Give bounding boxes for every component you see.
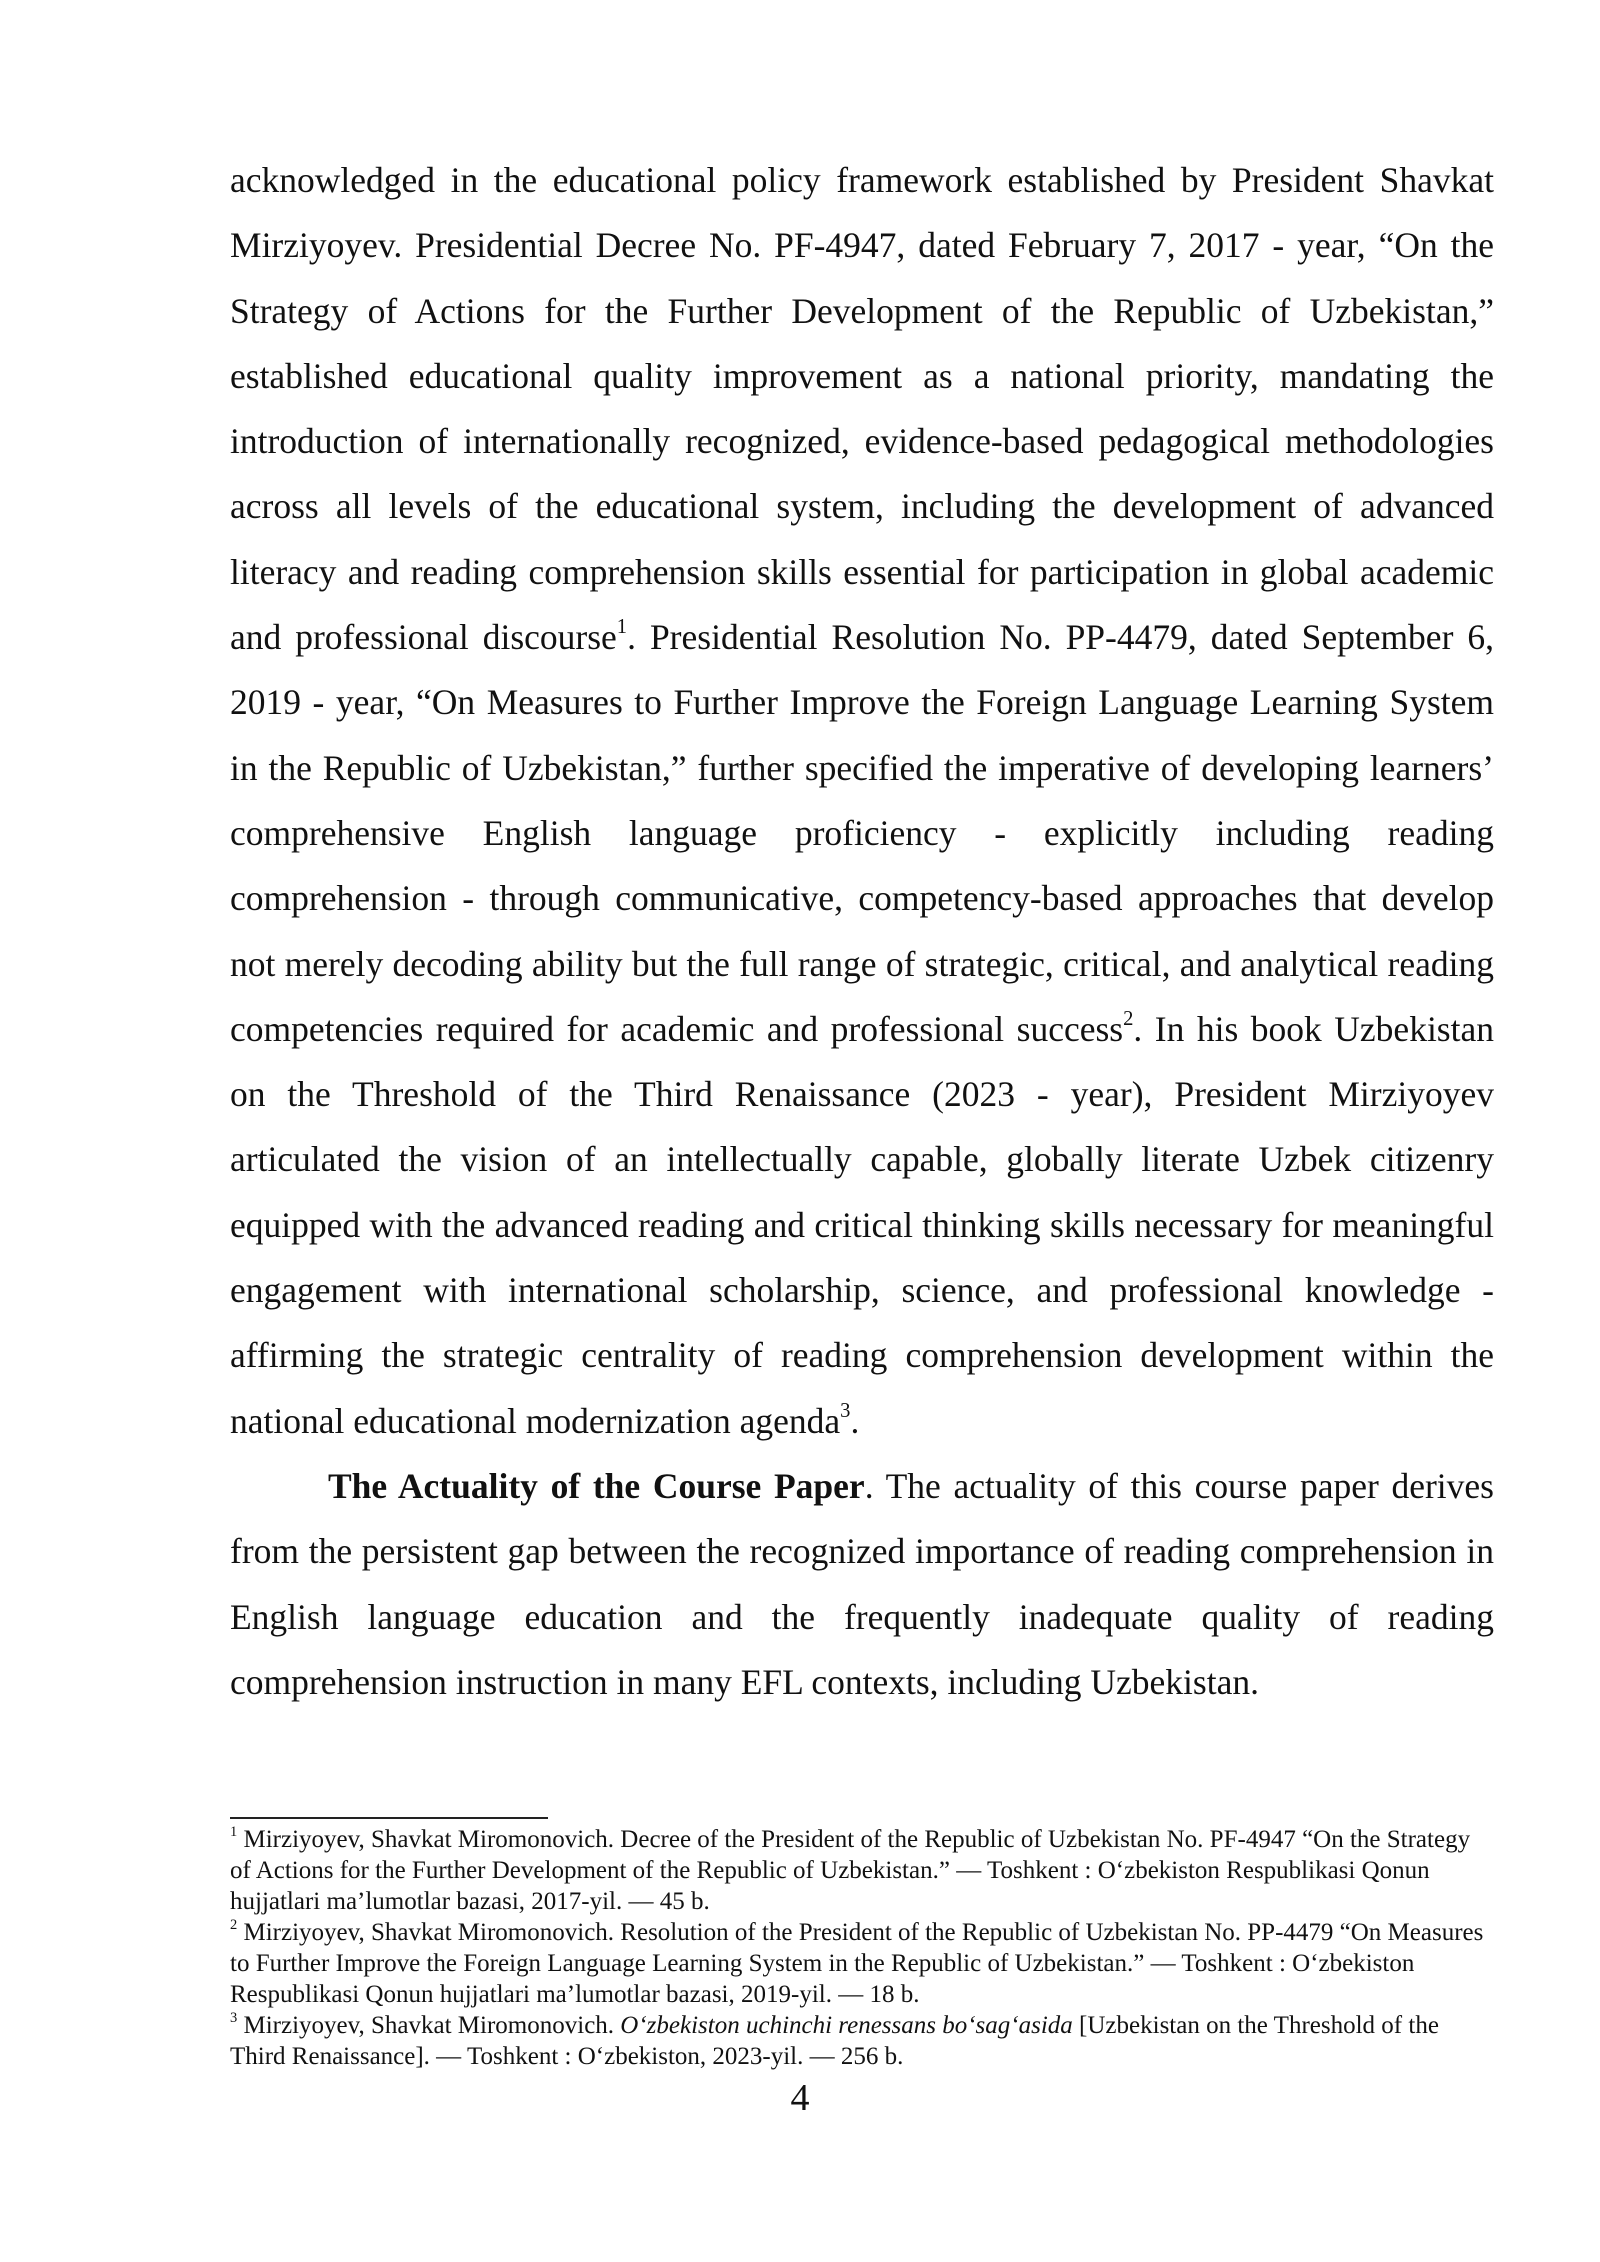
footnote-text: [Uzbekistan on the Threshold of the Third Renaissance]. — Toshkent : O‘zbekiston, 2023-yil. — 256 b. — [230, 2012, 1439, 2070]
paragraph-text: . The actuality of this course paper derives from the persistent gap between the recognized importance of reading comprehension in English language education and the frequently inadequate quality of reading comprehension instruction in many EFL contexts, including Uzbekistan. — [230, 1465, 1494, 1702]
paragraph-text: . — [850, 1400, 860, 1441]
footnote-book-title: O‘zbekiston uchinchi renessans bo‘sag‘asida — [620, 2012, 1073, 2039]
footnote-ref-2[interactable]: 2 — [1123, 1007, 1134, 1030]
footnote-text: Mirziyoyev, Shavkat Miromonovich. Decree of the President of the Republic of Uzbekistan No. PF-4947 “On the Strategy of Actions for the Further Development of the Republic of Uzbekistan.” — Toshkent : O‘zbekiston Respublikasi Qonun hujjatlari ma’lumotlar bazasi, 2017-yil. — 45 b. — [230, 1826, 1471, 1915]
paragraph-actuality — [230, 1454, 1494, 1715]
footnote-2 — [230, 1917, 1494, 2010]
footnote-text: Mirziyoyev, Shavkat Miromonovich. Resolution of the President of the Republic of Uzbekistan No. PP-4479 “On Measures to Further Improve the Foreign Language Learning System in the Republic of Uzbekistan.” — Toshkent : O‘zbekiston Respublikasi Qonun hujjatlari ma’lumotlar bazasi, 2019-yil. — 18 b. — [230, 1919, 1484, 2008]
section-heading-actuality: The Actuality of the Course Paper — [328, 1465, 865, 1506]
page-number: 4 — [790, 2077, 810, 2119]
footnote-separator — [230, 1817, 548, 1819]
paragraph-text: acknowledged in the educational policy framework established by President Shavkat Mirziyoyev. Presidential Decree No. PF-4947, dated February 7, 2017 - year, “On the Strategy of Actions for the Further Development of the Republic of Uzbekistan,” established educational quality improvement as a national priority, mandating the introduction of internationally recognized, evidence-based pedagogical methodologies across all levels of the educational system, including the development of advanced literacy and reading comprehension skills essential for participation in global academic and professional discourse — [230, 160, 1494, 658]
body-text — [230, 148, 1494, 1715]
paragraph-text: . In his book Uzbekistan on the Threshold of the Third Renaissance (2023 - year), President Mirziyoyev articulated the vision of an intellectually capable, globally literate Uzbek citizenry equipped with the advanced reading and critical thinking skills necessary for meaningful engagement with international scholarship, science, and professional knowledge - affirming the strategic centrality of reading comprehension development within the national educational modernization agenda — [230, 1008, 1494, 1441]
footnote-marker: 1 — [230, 1823, 238, 1840]
footnote-1 — [230, 1824, 1494, 1917]
footnote-marker: 3 — [230, 2009, 238, 2026]
footnote-marker: 2 — [230, 1916, 238, 1933]
footnote-ref-3[interactable]: 3 — [840, 1399, 851, 1422]
footnote-3 — [230, 2010, 1494, 2072]
footnotes — [230, 1824, 1494, 2072]
paragraph-policy-framework — [230, 148, 1494, 1454]
footnote-text: Mirziyoyev, Shavkat Miromonovich. — [237, 2012, 621, 2039]
paragraph-text: . Presidential Resolution No. PP-4479, dated September 6, 2019 - year, “On Measures to Further Improve the Foreign Language Learning System in the Republic of Uzbekistan,” further specified the imperative of developing learners’ comprehensive English language proficiency - explicitly including reading comprehension - through communicative, competency-based approaches that develop not merely decoding ability but the full range of strategic, critical, and analytical reading competencies required for academic and professional success — [230, 617, 1494, 1049]
footnote-ref-1[interactable]: 1 — [616, 616, 628, 639]
